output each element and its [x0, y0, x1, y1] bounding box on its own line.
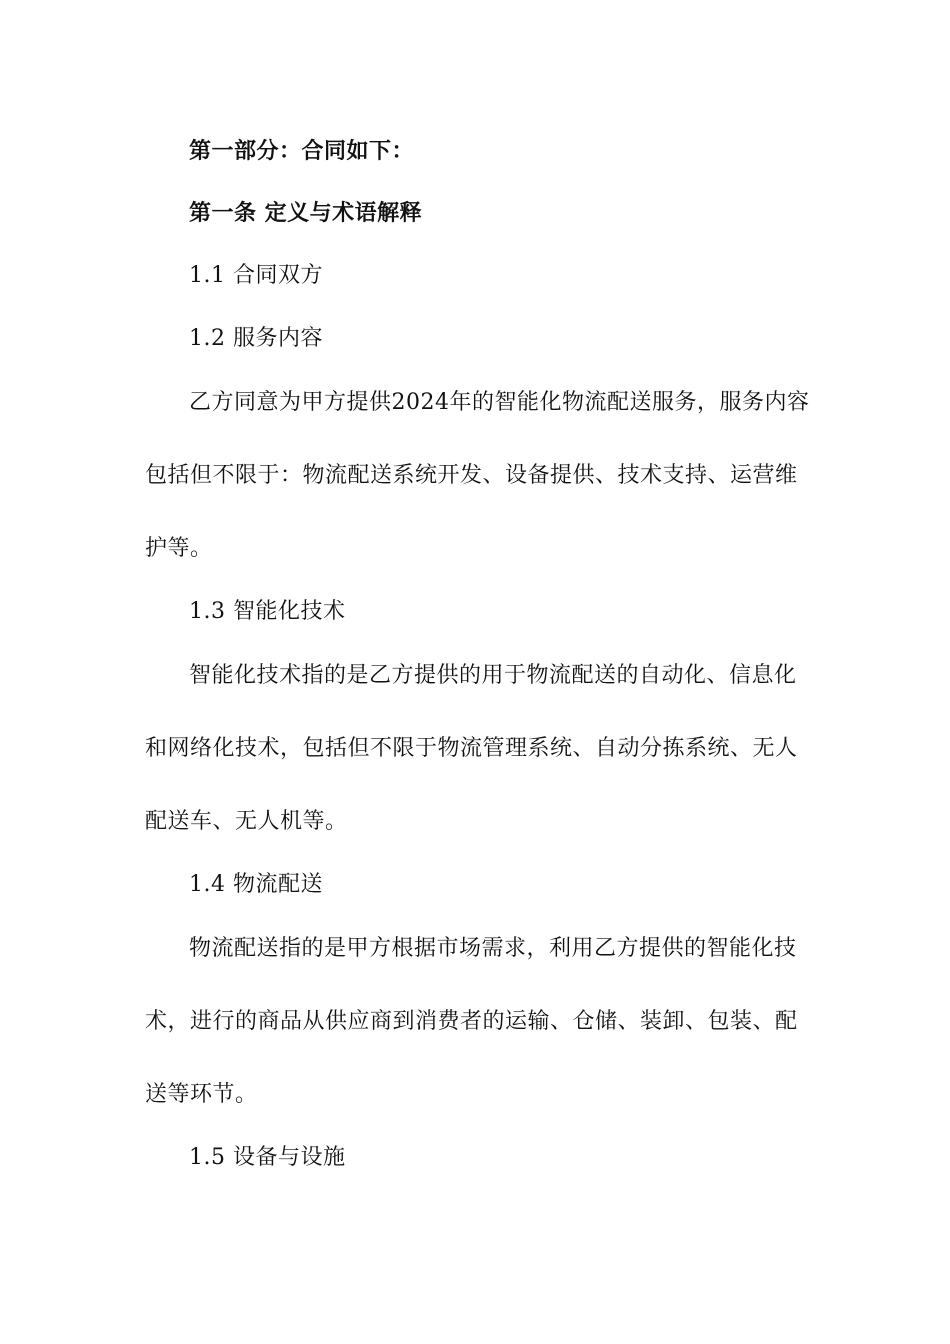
section-1-2-paragraph-line-3: 护等。	[145, 536, 213, 561]
section-1-2-heading: 1.2 服务内容	[189, 326, 323, 351]
article-heading: 第一条 定义与术语解释	[189, 201, 423, 226]
section-1-4-paragraph-line-2: 术，进行的商品从供应商到消费者的运输、仓储、装卸、包装、配	[145, 1009, 798, 1034]
section-1-4-paragraph-line-3: 送等环节。	[145, 1082, 258, 1107]
section-1-2-paragraph-line-1: 乙方同意为甲方提供2024年的智能化物流配送服务，服务内容	[189, 390, 810, 415]
section-1-3-paragraph-line-2: 和网络化技术，包括但不限于物流管理系统、自动分拣系统、无人	[145, 736, 798, 761]
section-1-2-paragraph-line-2: 包括但不限于：物流配送系统开发、设备提供、技术支持、运营维	[145, 463, 798, 488]
section-1-4-heading: 1.4 物流配送	[189, 872, 323, 897]
section-1-3-paragraph-line-3: 配送车、无人机等。	[145, 809, 348, 834]
section-1-5-heading: 1.5 设备与设施	[189, 1145, 346, 1170]
part-heading: 第一部分：合同如下：	[189, 139, 415, 164]
section-1-3-heading: 1.3 智能化技术	[189, 599, 346, 624]
section-1-3-paragraph-line-1: 智能化技术指的是乙方提供的用于物流配送的自动化、信息化	[189, 663, 797, 688]
section-1-1-heading: 1.1 合同双方	[189, 263, 323, 288]
section-1-4-paragraph-line-1: 物流配送指的是甲方根据市场需求，利用乙方提供的智能化技	[189, 936, 797, 961]
